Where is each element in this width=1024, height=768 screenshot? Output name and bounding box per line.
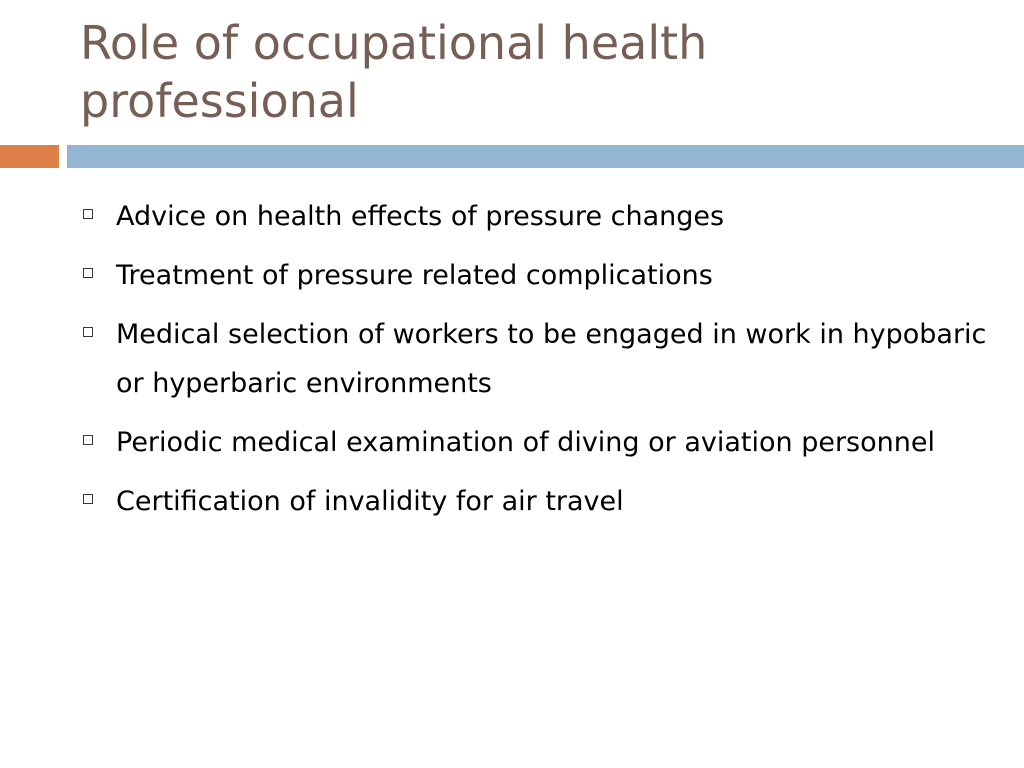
bullet-text: Certification of invalidity for air travel — [116, 486, 624, 517]
bullet-text: Periodic medical examination of diving or aviation personnel — [116, 427, 935, 458]
accent-bar-blue — [67, 145, 1024, 168]
bullet-list — [80, 192, 990, 536]
hollow-square-icon — [83, 209, 93, 219]
hollow-square-icon — [83, 494, 93, 504]
bullet-item — [80, 251, 990, 300]
bullet-text: Treatment of pressure related complications — [116, 260, 713, 291]
accent-bar-orange — [0, 145, 59, 168]
slide-title: Role of occupational health professional — [80, 16, 708, 128]
hollow-square-icon — [83, 327, 93, 337]
bullet-item — [80, 418, 990, 467]
bullet-text: Advice on health effects of pressure changes — [116, 201, 725, 232]
bullet-text: Medical selection of workers to be engaged in work in hypobaric or hyperbaric environments — [116, 319, 987, 399]
bullet-item — [80, 192, 990, 241]
hollow-square-icon — [83, 268, 93, 278]
bullet-item — [80, 310, 990, 408]
bullet-item — [80, 477, 990, 526]
hollow-square-icon — [83, 435, 93, 445]
